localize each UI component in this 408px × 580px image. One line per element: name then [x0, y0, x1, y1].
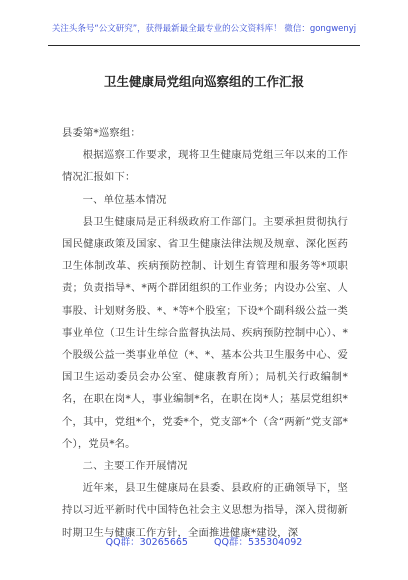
footer-qq-group-1: QQ群：30265665 — [105, 537, 188, 548]
section-heading-1: 一、单位基本情况 — [82, 193, 167, 206]
document-title: 卫生健康局党组向巡察组的工作汇报 — [103, 74, 304, 89]
footer-contact — [0, 534, 408, 548]
header-divider — [48, 45, 360, 46]
header-promo-note: 关注头条号“公文研究”，获得最新最全最专业的公文资料库！ 微信：gongwenyj — [51, 24, 357, 34]
paragraph-basic-info: 县卫生健康局是正科级政府工作部门。主要承担贯彻执行国民健康政策及国家、省卫生健康法律法规及规章、深化医药卫生体制改革、疾病预防控制、计划生育管理和服务等*项职责；负责指导*、*两个群团组织的工作业务；内设办公室、人事股、计划财务股、*、*等*个股室；下设*个副科级公益一类事业单位（卫生计生综合监督执法局、疾病预防控制中心）、*个股级公益一类事业单位（*、*、基本公共卫生服务中心、爱国卫生运动委员会办公室、健康教育所）；局机关行政编制*名，在职在岗*人，事业编制*名，在职在岗*人；基层党组织*个，其中，党组*个，党委*个，党支部*个（含“两新”党支部*个），党员*名。 — [62, 215, 348, 450]
paragraph-work: 近年来，县卫生健康局在县委、县政府的正确领导下，坚持以习近平新时代中国特色社会主义思想为指导，深入贯彻新时期卫生与健康工作方针，全面推进健康*建设，深 — [62, 482, 348, 539]
footer-qq-group-2: QQ群：535304092 — [213, 537, 303, 548]
document-body — [62, 122, 348, 544]
section-heading-2: 二、主要工作开展情况 — [82, 460, 188, 473]
paragraph-intro: 根据巡察工作要求，现将卫生健康局党组三年以来的工作情况汇报如下： — [62, 149, 348, 184]
salutation: 县委第*巡察组： — [62, 127, 141, 139]
